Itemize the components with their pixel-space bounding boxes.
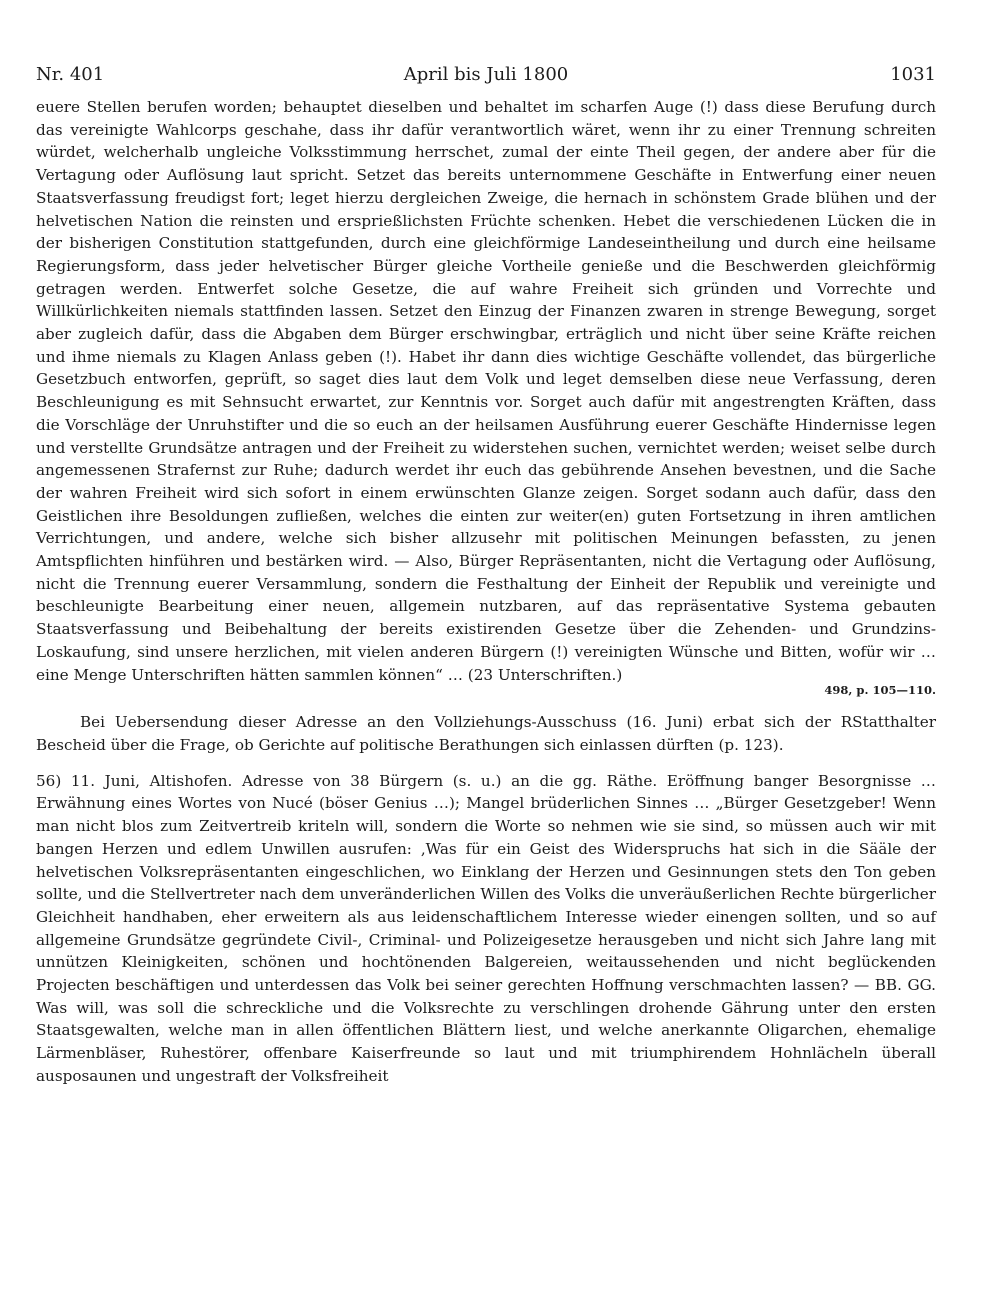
transmission-note-paragraph: Bei Uebersendung dieser Adresse an den Vollziehungs-Ausschuss (16. Juni) erbat sich der RStatthalter Bescheid über die Frage, ob Gerichte auf politische Berathungen sich einlassen dürften (p. 123). (36, 713, 936, 754)
running-head (36, 62, 936, 88)
body-text (36, 96, 936, 1088)
altishofen-address-paragraph: 56) 11. Juni, Altishofen. Adresse von 38 Bürgern (s. u.) an die gg. Räthe. Eröffnung banger Besorgnisse … Erwähnung eines Wortes von Nucé (böser Genius …); Mangel brüderlichen Sinnes … „Bürger Gesetzgeber! Wenn man nicht blos zum Zeitvertreib kriteln will, sondern die Worte so nehmen wie sie sind, so müssen auch wir mit bangen Herzen und edlem Unwillen ausrufen: ‚Was für ein Geist des Widerspruchs hat sich in die Sääle der helvetischen Volksrepräsentanten eingeschlichen, wo Einklang der Herzen und Gesinnungen stets den Ton geben sollte, und die Stellvertreter nach dem unveränderlichen Willen des Volks die unveräußerlichen Rechte bürgerlicher Gleichheit handhaben, eher erweitern als aus leidenschaftlichem Interesse wieder einengen sollten, und so auf allgemeine Grundsätze gegründete Civil-, Criminal- und Polizeigesetze herausgeben und nicht sich Jahre lang mit unnützen Kleinigkeiten, schönen und hochtönenden Balgereien, weitaussehenden und nicht beglückenden Projecten beschäftigen und unterdessen das Volk bei seiner gerechten Hoffnung verschmachten lassen? — BB. GG. Was will, was soll die schreckliche und die Volksrechte zu verschlingen drohende Gährung unter den ersten Staatsgewalten, welche man in allen öffentlichen Blättern liest, und welche anerkannte Oligarchen, ehemalige Lärmenbläser, Ruhestörer, offenbare Kaiserfreunde so laut und mit triumphirendem Hohnlächeln überall ausposaunen und ungestraft der Volksfreiheit (36, 771, 936, 1085)
document-number: Nr. 401 (36, 64, 105, 85)
page-title: April bis Juli 1800 (403, 64, 569, 85)
address-continuation-paragraph: euere Stellen berufen worden; behauptet dieselben und behaltet im scharfen Auge (!) dass diese Berufung durch das vereinigte Wahlcorps geschahe, dass ihr dafür verantwortlich wäret, wenn ihr zu einer Trennung schreiten würdet, welcherhalb ungleiche Volksstimmung herrschet, zumal der einte Theil gegen, der andere aber für die Vertagung oder Auflösung laut spricht. Setzet das bereits unternommene Geschäfte in Entwerfung einer neuen Staatsverfassung freudigst fort; leget hierzu dergleichen Zweige, die hernach in schönstem Grade blühen und der helvetischen Nation die reinsten und ersprießlichsten Früchte schenken. Hebet die verschiedenen Lücken die in der bisherigen Constitution stattgefunden, durch eine gleichförmige Landeseintheilung und durch eine heilsame Regierungsform, dass jeder helvetischer Bürger gleiche Vortheile genieße und die Beschwerden gleichförmig getragen werden. Entwerfet solche Gesetze, die auf wahre Freiheit sich gründen und Vorrechte und Willkürlichkeiten niemals stattfinden lassen. Setzet den Einzug der Finanzen zwaren in strenge Bewegung, sorget aber zugleich dafür, dass die Abgaben dem Bürger erschwingbar, erträglich und nicht über seine Kräfte reichen und ihme niemals zu Klagen Anlass geben (!). Habet ihr dann dies wichtige Geschäfte vollendet, das bürgerliche Gesetzbuch entworfen, geprüft, so saget dies laut dem Volk und leget demselben diese neue Verfassung, deren Beschleunigung es mit Sehnsucht erwartet, zur Kenntnis vor. Sorget auch dafür mit angestrengten Kräften, dass die Vorschläge der Unruhstifter und die so euch an der heilsamen Ausführung euerer Geschäfte Hindernisse legen und verstellte Grundsätze antragen und der Freiheit zu widerstehen suchen, vernichtet werden; weiset selbe durch angemessenen Strafernst zur Ruhe; dadurch werdet ihr euch das gebührende Ansehen bevestnen, und die Sache der wahren Freiheit wird sich sofort in einem erwünschten Glanze zeigen. Sorget sodann auch dafür, dass den Geistlichen ihre Besoldungen zufließen, welches die einten zur weiter(en) guten Fortsetzung in ihren amtlichen Verrichtungen, und andere, welche sich bisher allzusehr mit politischen Meinungen befassten, zu jenen Amtspflichten hinführen und bestärken wird. — Also, Bürger Repräsentanten, nicht die Vertagung oder Auflösung, nicht die Trennung euerer Versammlung, sondern die Festhaltung der Einheit der Republik und vereinigte und beschleunigte Bearbeitung einer neuen, allgemein nutzbaren, auf das repräsentative Systema gebauten Staatsverfassung und Beibehaltung der bereits existirenden Gesetze über die Zehenden- und Grundzins-Loskaufung, sind unsere herzlichen, mit vielen anderen Bürgern (!) vereinigten Wünsche und Bitten, wofür wir … eine Menge Unterschriften hätten sammlen können“ … (23 Unterschriften.) (36, 98, 936, 684)
page-number: 1031 (890, 64, 936, 85)
source-citation: 498, p. 105—110. (824, 683, 936, 698)
